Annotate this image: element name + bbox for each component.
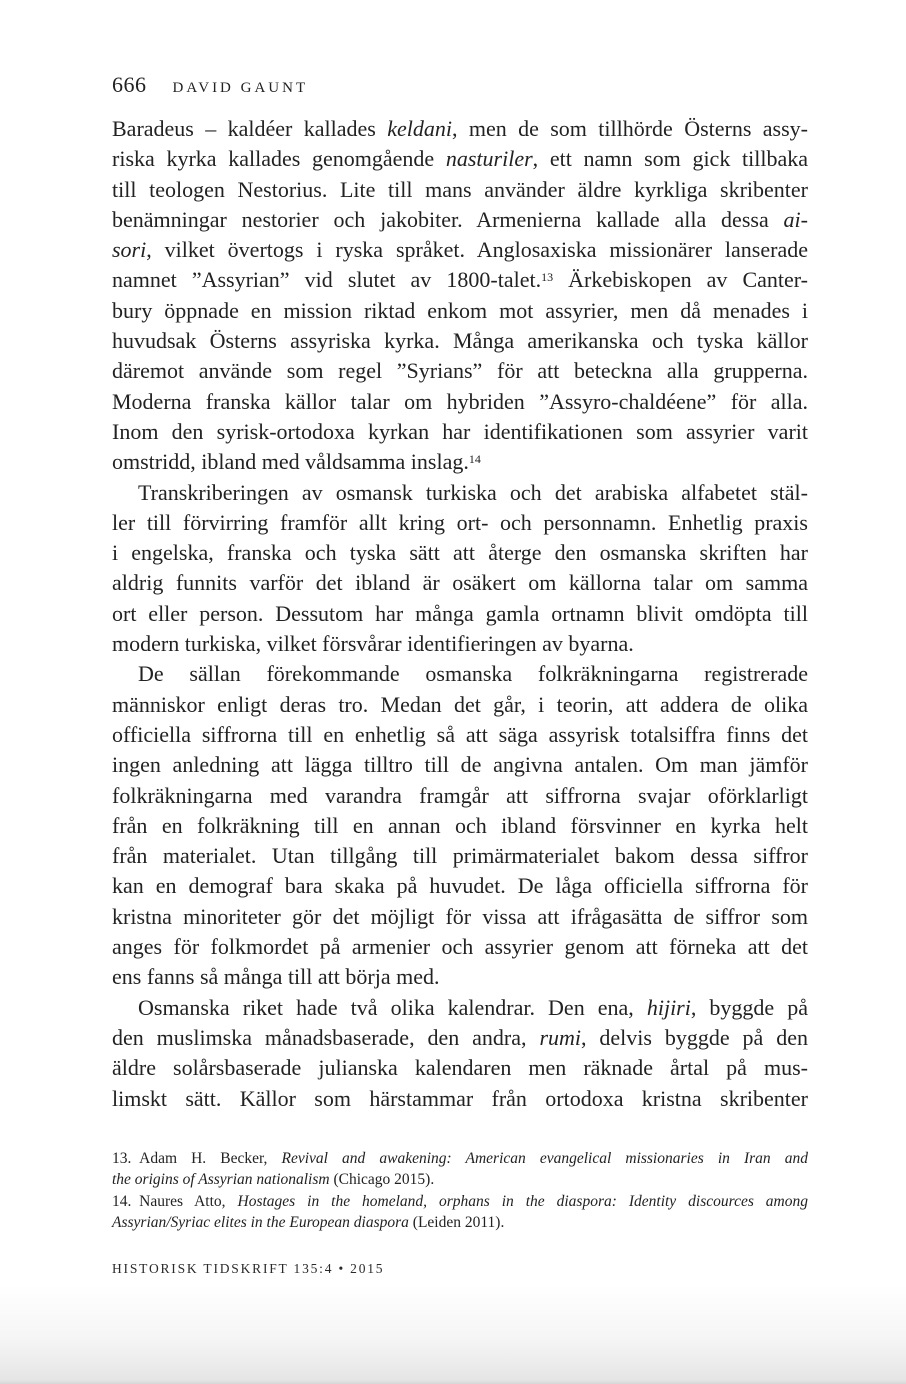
running-head-author: DAVID GAUNT [172,80,309,96]
journal-footer: HISTORISK TIDSKRIFT 135:4 • 2015 [112,1261,385,1276]
text-line: i engelska, franska och tyska sätt att återge den osmanska skriften har [112,540,808,566]
article-body-text [112,114,808,1114]
text-line: modern turkiska, vilket försvårar identifieringen av byarna. [112,631,634,657]
text-line: Baradeus – kaldéer kallades keldani, men de som tillhörde Österns assy- [112,116,808,141]
text-line: limskt sätt. Källor som härstammar från ortodoxa kristna skribenter [112,1085,808,1111]
page-bottom-shadow [0,1284,906,1384]
text-line: äldre solårsbaserade julianska kalendaren men räknade årtal på mus- [112,1055,808,1081]
footnote-line: 13. Adam H. Becker, Revival and awakening: American evangelical missionaries in Iran and [112,1150,809,1167]
text-line: namnet ”Assyrian” vid slutet av 1800-talet.$^{13}$ Ärkebiskopen av Canter- [112,267,808,293]
text-line: benämningar nestorier och jakobiter. Armenierna kallade alla dessa ai- [112,206,808,232]
text-line: omstridd, ibland med våldsamma inslag.$^{14}$ [112,449,481,475]
footnote-line: the origins of Assyrian nationalism (Chicago 2015). [112,1171,435,1189]
text-line: ingen anledning att lägga tilltro till de angivna antalen. Om man jämför [112,752,808,778]
text-line: huvudsak Österns assyriska kyrka. Många amerikanska och tyska källor [112,328,808,354]
footnote-line: 14. Naures Atto, Hostages in the homeland, orphans in the diaspora: Identity discources among [112,1192,808,1210]
text-line: från en folkräkning till en annan och ibland försvinner en kyrka helt [112,812,808,838]
text-line: De sällan förekommande osmanska folkräkningarna registrerade [138,661,808,687]
text-line: från materialet. Utan tillgång till primärmaterialet bakom dessa siffror [112,843,808,869]
text-line: Transkriberingen av osmansk turkiska och det arabiska alfabetet stäl- [138,479,808,505]
text-line: ler till förvirring framför allt kring ort- och personnamn. Enhetlig praxis [112,509,808,535]
footnote-reference: 14 [468,452,481,467]
text-line: folkräkningarna med varandra framgår att siffrorna svajar oförklarligt [112,782,808,808]
text-line: Moderna franska källor talar om hybriden ”Assyro-chaldéene” för alla. [112,388,808,414]
text-line: ort eller person. Dessutom har många gamla ortnamn blivit omdöpta till [112,600,808,626]
text-line: kan en demograf bara skaka på huvudet. De låga officiella siffrorna för [112,873,808,899]
footnote-reference: 13 [541,270,554,285]
text-line: sori, vilket övertogs i ryska språket. Anglosaxiska missionärer lanserade [112,237,808,263]
text-line: officiella siffrorna till en enhetlig så att säga assyrisk totalsiffra finns det [112,721,808,747]
text-line: ens fanns så många till att börja med. [112,964,440,990]
text-line: Inom den syrisk-ortodoxa kyrkan har identifikationen som assyrier varit [112,418,808,444]
footnote-line: Assyrian/Syriac elites in the European diaspora (Leiden 2011). [112,1214,505,1232]
text-line: riska kyrka kallades genomgående nasturiler, ett namn som gick tillbaka [112,146,808,172]
text-line: kristna minoriteter gör det möjligt för vissa att ifrågasätta de siffror som [112,903,808,929]
text-line: den muslimska månadsbaserade, den andra, rumi, delvis byggde på den [112,1024,808,1050]
text-line: till teologen Nestorius. Lite till mans använder äldre kyrkliga skribenter [112,176,808,202]
text-line: bury öppnade en mission riktad enkom mot assyrier, men då menades i [112,297,808,323]
text-line: däremot använde som regel ”Syrians” för att beteckna alla grupperna. [112,358,808,384]
text-line: aldrig funnits varför det ibland är osäkert om källorna talar om samma [112,570,808,596]
text-line: Osmanska riket hade två olika kalendrar. Den ena, hijiri, byggde på [138,994,809,1020]
page-number: 666 [112,72,147,97]
footnotes-block [112,1148,808,1234]
text-line: människor enligt deras tro. Medan det går, i teorin, att addera de olika [112,691,808,717]
running-header [112,72,308,98]
text-line: anges för folkmordet på armenier och assyrier genom att förneka att det [112,934,808,960]
